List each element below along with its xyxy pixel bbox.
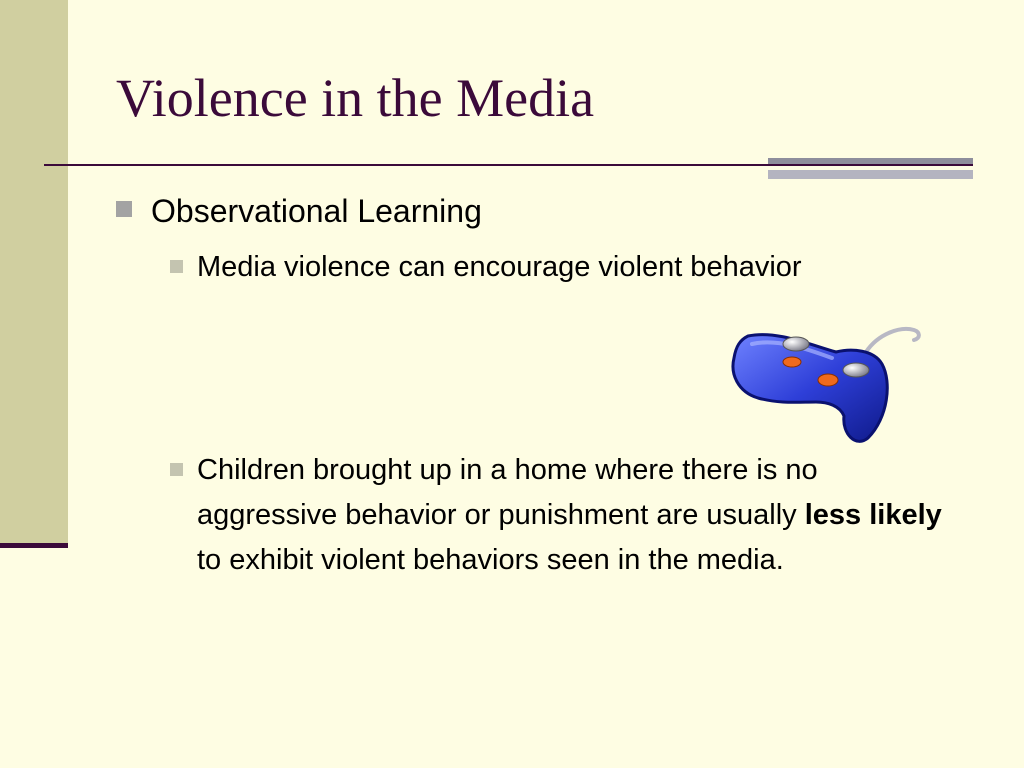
sub-bullet-text-end: to exhibit violent behaviors seen in the media. [197, 544, 784, 576]
sub-bullet-children [170, 448, 960, 583]
sub-bullet-text: Media violence can encourage violent behavior [197, 251, 802, 283]
left-decorative-band [0, 0, 68, 543]
bullet-text: Observational Learning [151, 193, 482, 229]
left-band-accent-line [0, 543, 68, 548]
title-divider-line [44, 164, 973, 166]
sub-bullet-square-icon [170, 463, 183, 476]
divider-accent-bar-lower [768, 170, 973, 179]
divider-accent-bar [768, 158, 973, 164]
sub-bullet-media-violence [170, 245, 850, 290]
sub-bullet-text-start: Children brought up in a home where there is no aggressive behavior or punishment are usually [197, 454, 818, 531]
game-controller-icon [728, 322, 928, 446]
sub-bullet-square-icon [170, 260, 183, 273]
slide-title: Violence in the Media [116, 68, 595, 128]
emphasis-text: less likely [804, 499, 942, 531]
bullet-observational-learning [116, 189, 482, 233]
bullet-square-icon [116, 201, 132, 217]
sub-bullet-text [197, 448, 960, 583]
